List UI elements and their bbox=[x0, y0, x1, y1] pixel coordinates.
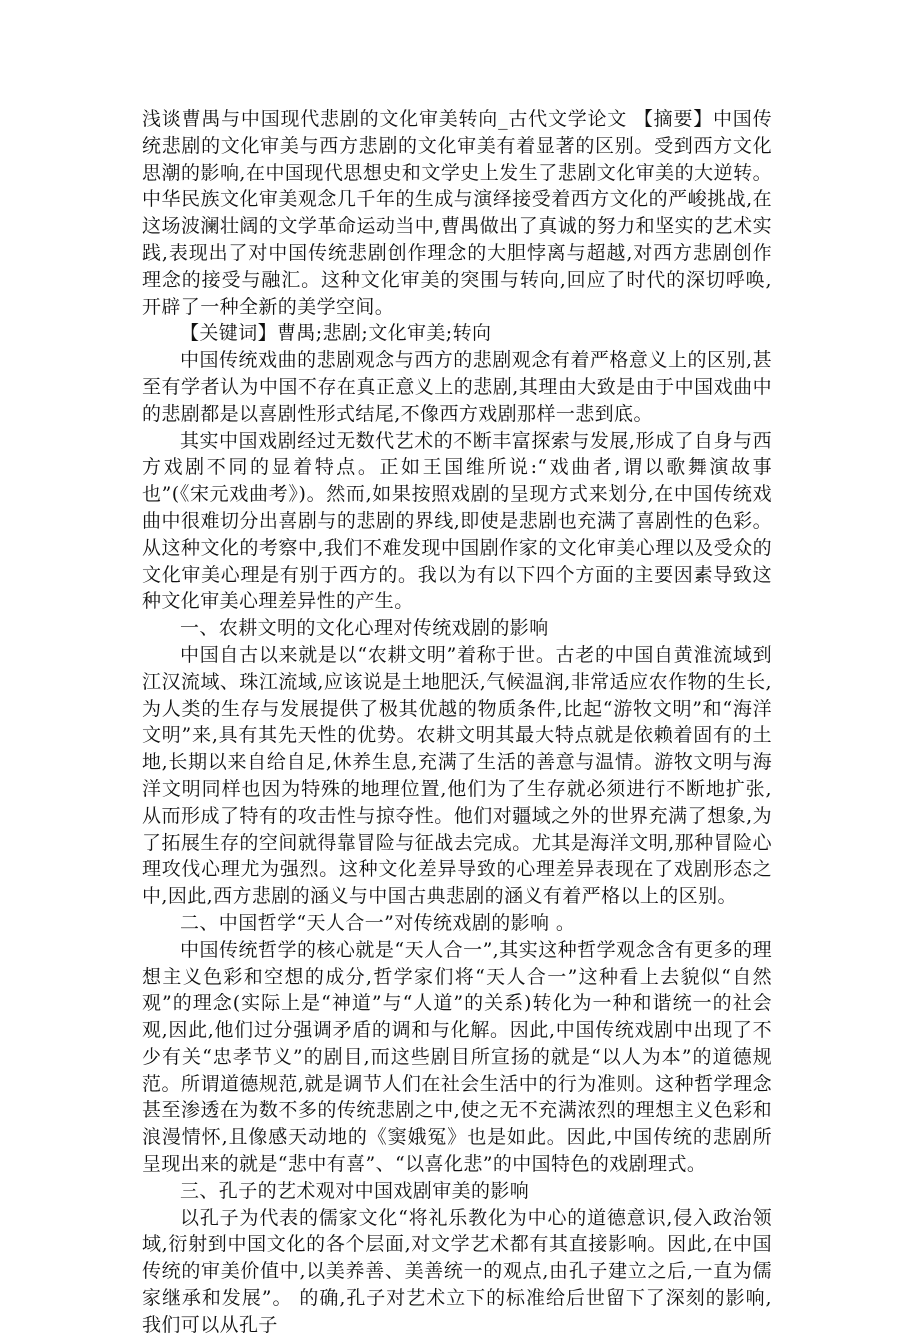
paragraph-body: 中国自古以来就是以“农耕文明”着称于世。古老的中国自黄淮流域到江汉流域、珠江流域,应该说是土地肥沃,气候温润,非常适应农作物的生长,为人类的生存与发展提供了极其优越的物质条件,比起“游牧文明”和“海洋文明”来,具有其先天性的优势。农耕文明其最大特点就是依赖着固有的土地,长期以来自给自足,休养生息,充满了生活的善意与温情。游牧文明与海洋文明同样也因为特殊的地理位置,他们为了生存就必须进行不断地扩张,从而形成了特有的攻击性与掠夺性。他们对疆域之外的世界充满了想象,为了拓展生存的空间就得靠冒险与征战去完成。尤其是海洋文明,那种冒险心理攻伐心理尤为强烈。这种文化差异导致的心理差异表现在了戏剧形态之中,因此,西方悲剧的涵义与中国古典悲剧的涵义有着严格以上的区别。 bbox=[142, 643, 772, 908]
section-heading-1: 一、农耕文明的文化心理对传统戏剧的影响 bbox=[180, 617, 549, 640]
paragraph-title-abstract: 浅谈曹禺与中国现代悲剧的文化审美转向_古代文学论文 【摘要】中国传统悲剧的文化审美与西方悲剧的文化审美有着显著的区别。受到西方文化思潮的影响,在中国现代思想史和文学史上发生了悲剧文化审美的大逆转。中华民族文化审美观念几千年的生成与演绎接受着西方文化的严峻挑战,在这场波澜壮阔的文学革命运动当中,曹禺做出了真诚的努力和坚实的艺术实践,表现出了对中国传统悲剧创作理念的大胆悖离与超越,对西方悲剧创作理念的接受与融汇。这种文化审美的突围与转向,回应了时代的深切呼唤,开辟了一种全新的美学空间。 bbox=[142, 108, 772, 318]
paragraph-body: 以孔子为代表的儒家文化“将礼乐教化为中心的道德意识,侵入政治领域,衍射到中国文化的各个层面,对文学艺术都有其直接影响。因此,在中国传统的审美价值中,以美养善、美善统一的观点,由孔子建立之后,一直为儒家继承和发展”。 的确,孔子对艺术立下的标准给后世留下了深刻的影响,我们可以从孔子 bbox=[142, 1206, 772, 1336]
section-heading-3: 三、孔子的艺术观对中国戏剧审美的影响 bbox=[180, 1179, 530, 1202]
paragraph-intro: 中国传统戏曲的悲剧观念与西方的悲剧观念有着严格意义上的区别,甚至有学者认为中国不存在真正意义上的悲剧,其理由大致是由于中国戏曲中的悲剧都是以喜剧性形式结尾,不像西方戏剧那样一悲到底。 bbox=[142, 349, 772, 425]
paragraph-body: 其实中国戏剧经过无数代艺术的不断丰富探索与发展,形成了自身与西方戏剧不同的显着特点。正如王国维所说:“戏曲者,谓以歌舞演故事也”(《宋元戏曲考》)。然而,如果按照戏剧的呈现方式来划分,在中国传统戏曲中很难切分出喜剧与的悲剧的界线,即使是悲剧也充满了喜剧性的色彩。从这种文化的考察中,我们不难发现中国剧作家的文化审美心理以及受众的文化审美心理是有别于西方的。我以为有以下四个方面的主要因素导致这种文化审美心理差异性的产生。 bbox=[142, 429, 772, 613]
paragraph-body: 中国传统哲学的核心就是“天人合一”,其实这种哲学观念含有更多的理想主义色彩和空想的成分,哲学家们将“天人合一”这种看上去貌似“自然观”的理念(实际上是“神道”与“人道”的关系)转化为一种和谐统一的社会观,因此,他们过分强调矛盾的调和与化解。因此,中国传统戏剧中出现了不少有关“忠孝节义”的剧目,而这些剧目所宣扬的就是“以人为本”的道德规范。所谓道德规范,就是调节人们在社会生活中的行为准则。这种哲学理念甚至渗透在为数不多的传统悲剧之中,使之无不充满浓烈的理想主义色彩和浪漫情怀,且像感天动地的《窦娥冤》也是如此。因此,中国传统的悲剧所呈现出来的就是“悲中有喜”、“以喜化悲”的中国特色的戏剧理式。 bbox=[142, 938, 772, 1176]
section-heading-2: 二、中国哲学“天人合一”对传统戏剧的影响 。 bbox=[180, 911, 576, 934]
paragraph-keywords: 【关键词】曹禺;悲剧;文化审美;转向 bbox=[180, 322, 492, 345]
